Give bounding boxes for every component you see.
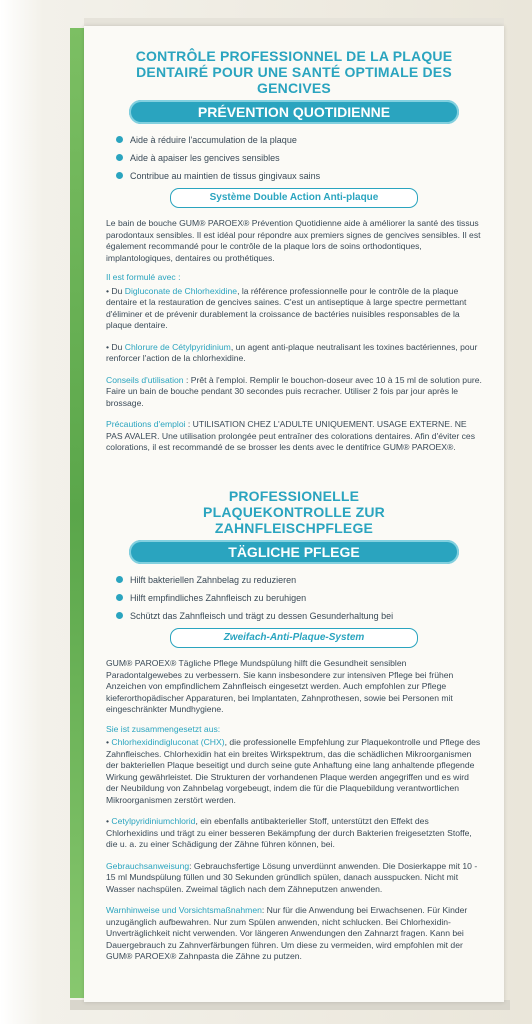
list-item: Hilft empfindliches Zahnfleisch zu beruhigen [116,592,504,604]
french-banner: PRÉVENTION QUOTIDIENNE [129,100,459,124]
german-usage-paragraph: Gebrauchsanweisung: Gebrauchsfertige Lösung unverdünnt anwenden. Die Dosierkappe mit 10 - 15 ml Mundspülung füllen und 30 Sekunden gründlich spülen, danach ausspucken. Nicht mit Wasser nachspülen. Zweimal täglich nach dem Zähneputzen anwenden. [106,860,478,894]
french-system-pill: Système Double Action Anti-plaque [170,188,418,208]
list-item: Aide à réduire l'accumulation de la plaque [116,134,504,146]
bullet-dot-icon [116,154,123,161]
french-intro: Le bain de bouche GUM® PAROEX® Prévention Quotidienne aide à améliorer la santé des tissus parodontaux sensibles. Il est idéal pour répondre aux premiers signes de gencives sensibles. Il est également recommandé pour le contrôle de la plaque lors de soins orthodontiques, implantologiques, dentaires ou prothétiques. [106,218,481,263]
german-cpc-paragraph: • Cetylpyridiniumchlorid, ein ebenfalls antibakterieller Stoff, unterstützt den Effekt des Chlorhexidins und trägt zu einer besseren Bekämpfung der durch Bakterien freigesetzten Stoffe, die u. a. zu einer Schädigung der Zähne führen können, bei. [106,816,472,849]
french-headline: CONTRÔLE PROFESSIONNEL DE LA PLAQUE DENTAIRÉ POUR UNE SANTÉ OPTIMALE DES GENCIVES [135,48,453,96]
german-banner: TÄGLICHE PFLEGE [129,540,459,564]
german-system-pill: Zweifach-Anti-Plaque-System [170,628,418,648]
french-bullet-list [84,134,504,182]
german-bullet-list [84,574,504,622]
french-chx-paragraph: • Du Digluconate de Chlorhexidine, la référence professionnelle pour le contrôle de la plaque dentaire et la restauration de gencives saines. C'est un antiseptique à large spectre permettant d'éliminer et de prévenir durablement la croissance de bactéries nuisibles responsables de la plaque dentaire. [106,285,467,330]
bullet-dot-icon [116,612,123,619]
french-usage-paragraph: Conseils d'utilisation : Prêt à l'emploi. Remplir le bouchon-doseur avec 10 à 15 ml de solution pure. Faire un bain de bouche pendant 30 secondes puis recracher. Utiliser 2 fois par jour après le brossage. [106,374,482,408]
german-headline: PROFESSIONELLE PLAQUEKONTROLLE ZUR ZAHNFLEISCHPFLEGE [203,488,385,536]
french-section [84,48,504,454]
list-item: Aide à apaiser les gencives sensibles [116,152,504,164]
list-item: Hilft bakteriellen Zahnbelag zu reduzieren [116,574,504,586]
french-cpc-paragraph: • Du Chlorure de Cétylpyridinium, un agent anti-plaque neutralisant les toxines bactériennes, pour renforcer l'action de la chlorhexidine. [106,341,478,363]
german-formula-label: Sie ist zusammengesetzt aus: [106,723,221,734]
french-caution-paragraph: Précautions d'emploi : UTILISATION CHEZ L'ADULTE UNIQUEMENT. USAGE EXTERNE. NE PAS AVALER. Une utilisation prolongée peut entraîner des colorations dentaires. Afin d'éviter ces colorations, il est recommandé de se brosser les dents avec le dentifrice GUM® PAROEX®. [106,419,475,452]
german-intro: GUM® PAROEX® Tägliche Pflege Mundspülung hilft die Gesundheit sensiblen Paradontalgewebes zu verbessern. Sie kann insbesondere zur intensiven Pflege bei frühen Anzeichen von empfindlichem Zahnfleisch eingesetzt werden. Auch empfohlen zur Pflege kieferorthopädischer Apparaturen, bei Implantaten, Zahnprothesen, sowie bei Personen mit eingeschränkter Mundhygiene. [106,658,454,714]
german-section [84,488,504,963]
bullet-dot-icon [116,172,123,179]
list-item: Schützt das Zahnfleisch und trägt zu dessen Gesunderhaltung bei [116,610,504,622]
german-chx-paragraph: • Chlorhexidindigluconat (CHX), die professionelle Empfehlung zur Plaquekontrolle und Pflege des Zahnfleisches. Chlorhexidin hat ein breites Wirkspektrum, das die schädlichen Mikroorganismen der bakteriellen Plaque beseitigt und durch seine gute Anhaftung eine lang anhaltende pflegende Wirkung gewährleistet. Die Strukturen der vorhandenen Plaque werden angegriffen und es wird der Neubildung von Zahnbelag vorgebeugt, indem die für die Plaquebildung verantwortlichen Mikroorganismen zerstört werden. [106,737,481,805]
bullet-dot-icon [116,136,123,143]
text-panel [84,26,504,1002]
bullet-dot-icon [116,594,123,601]
french-formula-label: Il est formulé avec : [106,272,181,282]
german-caution-paragraph: Warnhinweise und Vorsichtsmaßnahmen: Nur für die Anwendung bei Erwachsenen. Für Kinder unzugänglich aufbewahren. Nur zum Spülen anwenden, nicht schlucken. Bei Chlorhexidin-Unverträglichkeit nicht verwenden. Vor längeren Anwendungen den Zahnarzt fragen. Kann bei Dauergebrauch zu Zahnverfärbungen führen. Um diese zu vermeiden, wird empfohlen mit der GUM® PAROEX® Zahnpasta die Zähne zu putzen. [106,905,468,961]
list-item: Contribue au maintien de tissus gingivaux sains [116,170,504,182]
box-side-stripe [70,28,84,998]
bullet-dot-icon [116,576,123,583]
